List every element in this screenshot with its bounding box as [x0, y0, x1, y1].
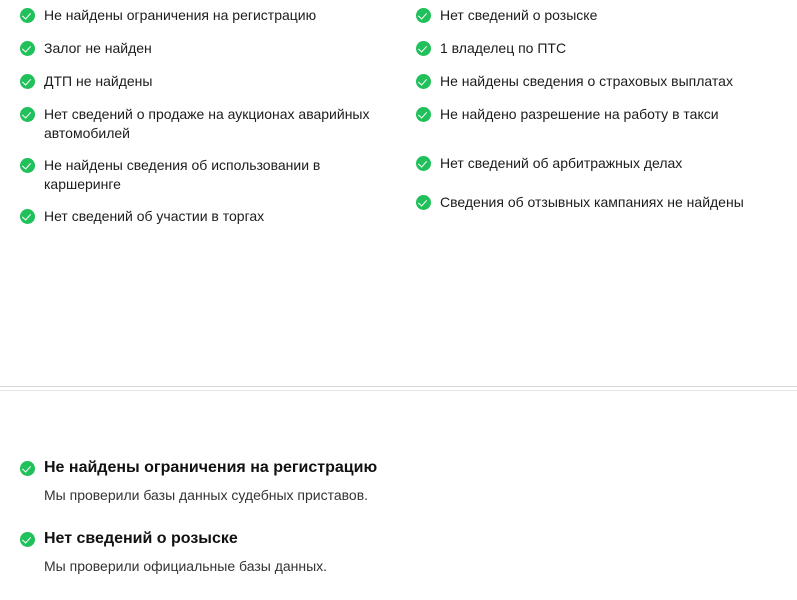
check-circle-icon: [416, 107, 431, 122]
check-circle-icon: [20, 74, 35, 89]
section-divider: [0, 386, 797, 387]
list-item: [20, 6, 398, 26]
check-circle-icon: [20, 532, 35, 547]
list-item-label: Залог не найден: [44, 40, 152, 56]
list-item-label: Не найдено разрешение на работу в такси: [440, 106, 719, 122]
list-item: [416, 154, 796, 174]
detail-block: [20, 458, 780, 505]
list-item: [20, 207, 398, 227]
check-circle-icon: [20, 209, 35, 224]
detail-block: [20, 529, 780, 576]
detail-title: Не найдены ограничения на регистрацию: [44, 459, 378, 476]
list-item: [20, 39, 398, 59]
list-item-label: Сведения об отзывных кампаниях не найдены: [440, 194, 744, 210]
list-item-label: Не найдены ограничения на регистрацию: [44, 7, 317, 23]
detail-description: Мы проверили официальные базы данных.: [44, 558, 328, 574]
check-circle-icon: [416, 74, 431, 89]
list-item: [416, 39, 796, 59]
check-circle-icon: [416, 195, 431, 210]
check-circle-icon: [20, 461, 35, 476]
checklist-column-right: [398, 6, 796, 240]
detail-description: Мы проверили базы данных судебных приставов.: [44, 487, 369, 503]
check-circle-icon: [20, 107, 35, 122]
check-circle-icon: [416, 156, 431, 171]
list-item: [416, 72, 796, 92]
detail-title: Нет сведений о розыске: [44, 530, 238, 547]
list-item-label: ДТП не найдены: [44, 73, 153, 89]
list-item-label: Не найдены сведения об использовании в каршеринге: [44, 157, 321, 192]
list-item-label: Нет сведений об участии в торгах: [44, 208, 265, 224]
list-item: [20, 105, 398, 143]
check-circle-icon: [20, 41, 35, 56]
list-item: [20, 72, 398, 92]
list-item: [416, 6, 796, 26]
list-item-label: 1 владелец по ПТС: [440, 40, 567, 56]
list-item: [416, 105, 796, 125]
list-item: [416, 193, 796, 213]
check-circle-icon: [416, 8, 431, 23]
details-section: [20, 458, 780, 600]
check-circle-icon: [20, 8, 35, 23]
section-divider-secondary: [0, 390, 797, 391]
list-item-label: Не найдены сведения о страховых выплатах: [440, 73, 733, 89]
check-circle-icon: [416, 41, 431, 56]
list-item-label: Нет сведений об арбитражных делах: [440, 155, 683, 171]
list-item-label: Нет сведений о продаже на аукционах аварийных автомобилей: [44, 106, 370, 141]
check-circle-icon: [20, 158, 35, 173]
checklist-summary: [0, 6, 797, 240]
detail-heading: [20, 458, 780, 478]
detail-heading: [20, 529, 780, 549]
list-item: [20, 156, 398, 194]
list-item-label: Нет сведений о розыске: [440, 7, 598, 23]
checklist-column-left: [0, 6, 398, 240]
